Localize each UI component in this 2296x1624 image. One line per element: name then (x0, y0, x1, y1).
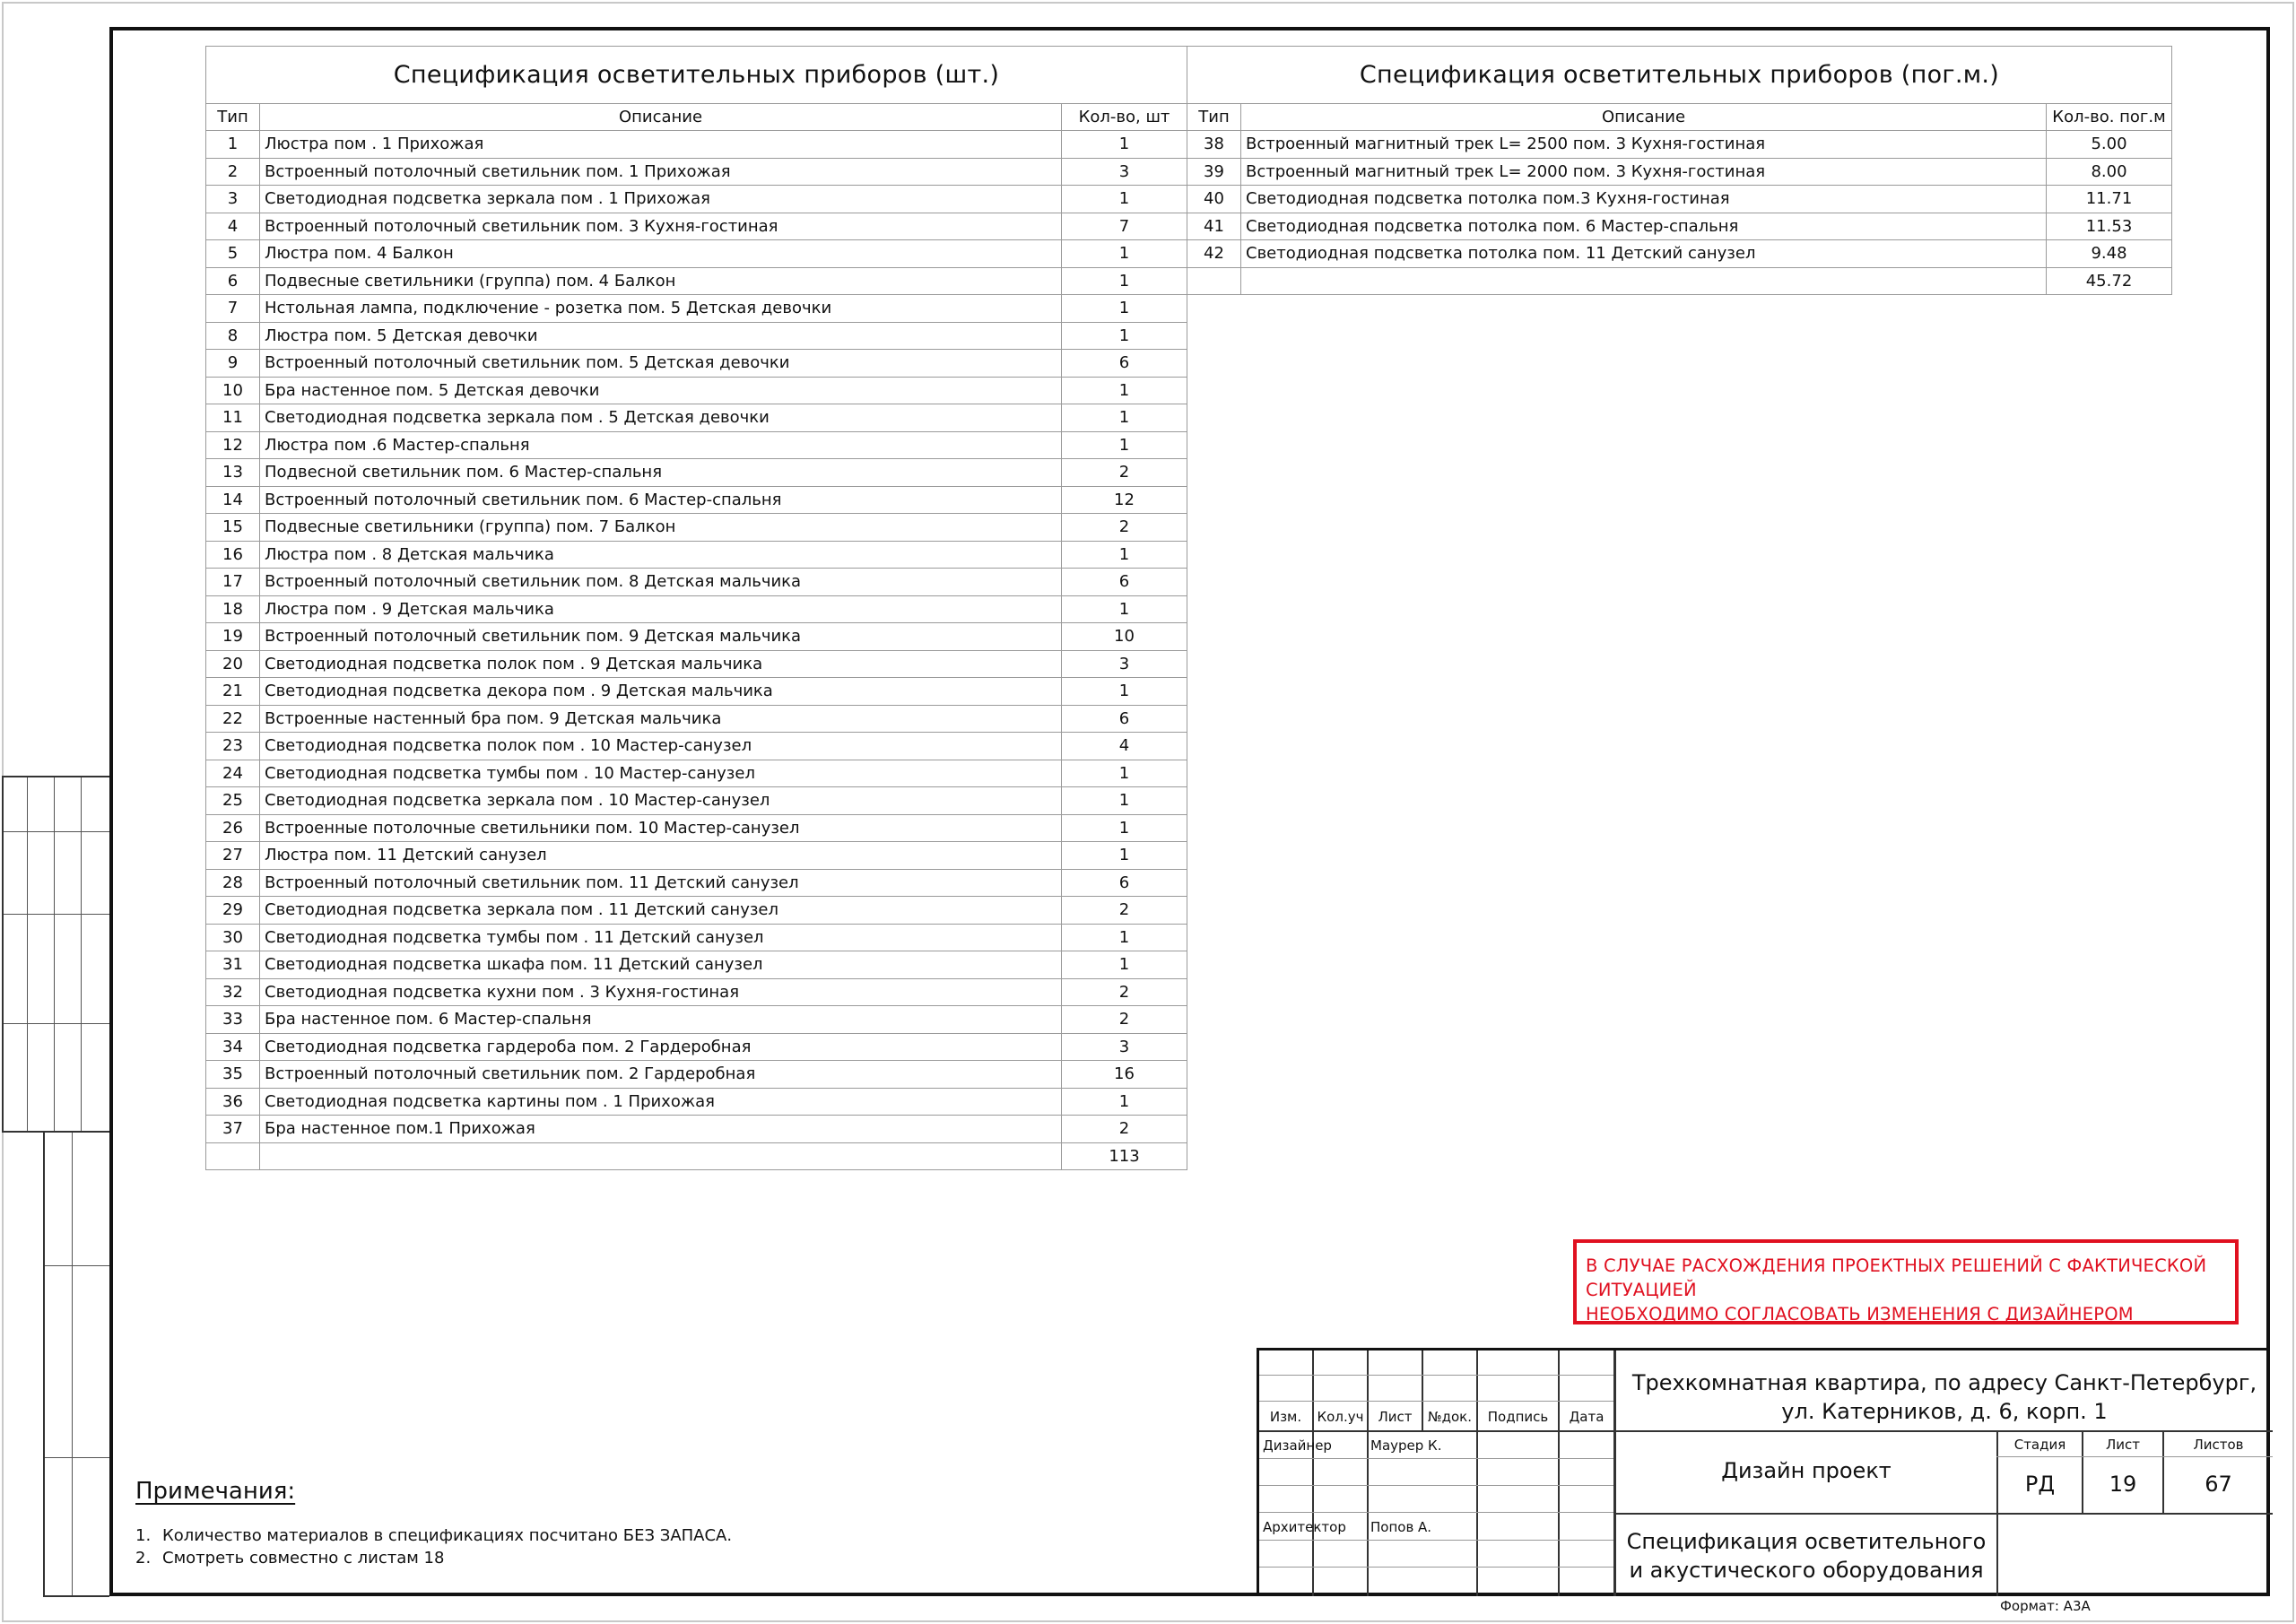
table-row (1187, 131, 2172, 159)
table-row (206, 1006, 1187, 1034)
row-qty: 11.71 (2047, 186, 2172, 213)
col-type-header: Тип (206, 104, 260, 131)
row-qty: 2 (1062, 459, 1187, 487)
row-description: Бра настенное пом.1 Прихожая (260, 1116, 1062, 1143)
format-label: Формат: А3А (2000, 1598, 2091, 1614)
row-type: 42 (1187, 240, 1241, 268)
table-row (206, 978, 1187, 1006)
row-qty: 1 (1062, 787, 1187, 815)
tb-name-designer: Маурер К. (1370, 1437, 1442, 1454)
table-row (206, 1061, 1187, 1089)
table-row (206, 486, 1187, 514)
row-qty: 1 (1062, 842, 1187, 870)
row-qty: 1 (1062, 240, 1187, 268)
row-type: 17 (206, 569, 260, 596)
tb-stage-label: Стадия (2013, 1437, 2066, 1453)
row-qty: 11.53 (2047, 213, 2172, 240)
notice-line-2: НЕОБХОДИМО СОГЛАСОВАТЬ ИЗМЕНЕНИЯ С ДИЗАЙНЕРОМ (1586, 1304, 2134, 1324)
table-row (206, 131, 1187, 159)
row-qty: 6 (1062, 569, 1187, 596)
row-description: Светодиодная подсветка полок пом . 9 Детская мальчика (260, 650, 1062, 678)
table-row (206, 842, 1187, 870)
row-description: Подвесные светильники (группа) пом. 7 Балкон (260, 514, 1062, 542)
row-type: 4 (206, 213, 260, 240)
table-row (206, 733, 1187, 760)
row-qty: 1 (1062, 678, 1187, 706)
row-qty: 1 (1062, 295, 1187, 323)
row-qty: 1 (1062, 267, 1187, 295)
table-row (206, 951, 1187, 979)
row-type: 25 (206, 787, 260, 815)
table-row (206, 377, 1187, 404)
row-type: 18 (206, 595, 260, 623)
row-type: 16 (206, 541, 260, 569)
row-qty: 1 (1062, 186, 1187, 213)
row-qty: 2 (1062, 1116, 1187, 1143)
total-empty (1187, 267, 1241, 295)
table-row (206, 1088, 1187, 1116)
row-type: 15 (206, 514, 260, 542)
row-type: 30 (206, 924, 260, 951)
table-row (206, 514, 1187, 542)
row-type: 8 (206, 322, 260, 350)
notes-title: Примечания: (135, 1478, 296, 1505)
row-qty: 6 (1062, 350, 1187, 378)
row-qty: 16 (1062, 1061, 1187, 1089)
row-description: Светодиодная подсветка тумбы пом . 10 Мастер-санузел (260, 760, 1062, 787)
col-description-header: Описание (260, 104, 1062, 131)
row-type: 26 (206, 814, 260, 842)
row-qty: 3 (1062, 650, 1187, 678)
margin-stamp-lower (43, 1133, 109, 1597)
table-row (206, 459, 1187, 487)
row-type: 14 (206, 486, 260, 514)
row-type: 33 (206, 1006, 260, 1034)
tb-header-kolvo: Кол.уч (1317, 1409, 1364, 1425)
row-qty: 3 (1062, 158, 1187, 186)
table-row (206, 760, 1187, 787)
total-empty (260, 1142, 1062, 1170)
total-row (206, 1142, 1187, 1170)
table-row (206, 322, 1187, 350)
table-row (1187, 158, 2172, 186)
row-type: 3 (206, 186, 260, 213)
row-qty: 1 (1062, 951, 1187, 979)
row-type: 34 (206, 1033, 260, 1061)
col-qty-header: Кол-во. пог.м (2047, 104, 2172, 131)
row-qty: 3 (1062, 1033, 1187, 1061)
row-type: 21 (206, 678, 260, 706)
table-row (1187, 213, 2172, 240)
row-type: 5 (206, 240, 260, 268)
row-description: Люстра пом. 5 Детская девочки (260, 322, 1062, 350)
tb-header-list: Лист (1378, 1409, 1413, 1425)
col-type-header: Тип (1187, 104, 1241, 131)
row-description: Встроенный потолочный светильник пом. 2 Гардеробная (260, 1061, 1062, 1089)
table-row (206, 213, 1187, 240)
table-row (206, 267, 1187, 295)
tb-header-docnum: №док. (1428, 1409, 1472, 1425)
row-qty: 1 (1062, 131, 1187, 159)
total-qty: 113 (1062, 1142, 1187, 1170)
row-description: Светодиодная подсветка полок пом . 10 Мастер-санузел (260, 733, 1062, 760)
row-qty: 10 (1062, 623, 1187, 651)
col-qty-header: Кол-во, шт (1062, 104, 1187, 131)
row-qty: 1 (1062, 322, 1187, 350)
note-item: 1. Количество материалов в спецификациях посчитано БЕЗ ЗАПАСА. (135, 1526, 733, 1545)
row-description: Люстра пом. 4 Балкон (260, 240, 1062, 268)
row-type: 9 (206, 350, 260, 378)
table-row (206, 595, 1187, 623)
total-empty (206, 1142, 260, 1170)
row-qty: 6 (1062, 705, 1187, 733)
row-qty: 4 (1062, 733, 1187, 760)
table-row (206, 869, 1187, 897)
tb-sheets-value: 67 (2205, 1472, 2232, 1497)
row-qty: 1 (1062, 814, 1187, 842)
row-type: 24 (206, 760, 260, 787)
tb-role-designer: Дизайнер (1263, 1437, 1332, 1454)
notice-line-1: В СЛУЧАЕ РАСХОЖДЕНИЯ ПРОЕКТНЫХ РЕШЕНИЙ С ФАКТИЧЕСКОЙ СИТУАЦИЕЙ (1586, 1255, 2207, 1300)
row-type: 23 (206, 733, 260, 760)
row-type: 13 (206, 459, 260, 487)
table-row (206, 240, 1187, 268)
row-description: Светодиодная подсветка декора пом . 9 Детская мальчика (260, 678, 1062, 706)
row-description: Подвесные светильники (группа) пом. 4 Балкон (260, 267, 1062, 295)
tb-document-title: Спецификация осветительного и акустического оборудования (1626, 1529, 1987, 1583)
spec-pcs-title: Спецификация осветительных приборов (шт.) (206, 47, 1187, 104)
row-description: Бра настенное пом. 5 Детская девочки (260, 377, 1062, 404)
row-description: Светодиодная подсветка зеркала пом . 10 Мастер-санузел (260, 787, 1062, 815)
row-description: Встроенный магнитный трек L= 2500 пом. 3 Кухня-гостиная (1241, 131, 2047, 159)
margin-stamp-upper (2, 776, 109, 1133)
row-description: Светодиодная подсветка тумбы пом . 11 Детский санузел (260, 924, 1062, 951)
tb-name-architect: Попов А. (1370, 1519, 1432, 1535)
row-qty: 1 (1062, 541, 1187, 569)
row-description: Встроенный потолочный светильник пом. 1 Прихожая (260, 158, 1062, 186)
total-row (1187, 267, 2172, 295)
tb-sheet-value: 19 (2109, 1472, 2137, 1497)
table-row (206, 295, 1187, 323)
note-item: 2. Смотреть совместно с листам 18 (135, 1549, 445, 1568)
row-type: 28 (206, 869, 260, 897)
tb-header-signature: Подпись (1487, 1409, 1549, 1425)
tb-header-date: Дата (1569, 1409, 1605, 1425)
row-type: 38 (1187, 131, 1241, 159)
row-description: Встроенные настенный бра пом. 9 Детская мальчика (260, 705, 1062, 733)
row-description: Светодиодная подсветка зеркала пом . 11 Детский санузел (260, 897, 1062, 925)
row-type: 29 (206, 897, 260, 925)
row-description: Люстра пом . 9 Детская мальчика (260, 595, 1062, 623)
row-description: Встроенный потолочный светильник пом. 9 Детская мальчика (260, 623, 1062, 651)
row-qty: 8.00 (2047, 158, 2172, 186)
spec-m-title: Спецификация осветительных приборов (пог.м.) (1187, 47, 2172, 104)
row-type: 1 (206, 131, 260, 159)
row-type: 12 (206, 431, 260, 459)
table-row (206, 1033, 1187, 1061)
row-qty: 2 (1062, 897, 1187, 925)
row-type: 20 (206, 650, 260, 678)
table-row (206, 623, 1187, 651)
table-row (206, 814, 1187, 842)
total-empty (1241, 267, 2047, 295)
row-description: Встроенные потолочные светильники пом. 10 Мастер-санузел (260, 814, 1062, 842)
tb-role-architect: Архитектор (1263, 1519, 1346, 1535)
row-description: Светодиодная подсветка картины пом . 1 Прихожая (260, 1088, 1062, 1116)
row-qty: 6 (1062, 869, 1187, 897)
row-qty: 5.00 (2047, 131, 2172, 159)
row-description: Нстольная лампа, подключение - розетка пом. 5 Детская девочки (260, 295, 1062, 323)
row-qty: 2 (1062, 978, 1187, 1006)
row-type: 2 (206, 158, 260, 186)
table-row (206, 186, 1187, 213)
row-description: Люстра пом .6 Мастер-спальня (260, 431, 1062, 459)
table-row (1187, 186, 2172, 213)
table-row (206, 787, 1187, 815)
tb-project-name: Трехкомнатная квартира, по адресу Санкт-Петербург, ул. Катерников, д. 6, корп. 1 (1631, 1370, 2257, 1424)
col-description-header: Описание (1241, 104, 2047, 131)
row-type: 19 (206, 623, 260, 651)
row-qty: 1 (1062, 760, 1187, 787)
row-type: 36 (206, 1088, 260, 1116)
row-description: Светодиодная подсветка гардероба пом. 2 Гардеробная (260, 1033, 1062, 1061)
table-row (206, 569, 1187, 596)
table-row (206, 924, 1187, 951)
row-qty: 1 (1062, 924, 1187, 951)
tb-project-type: Дизайн проект (1721, 1458, 1892, 1483)
table-row (206, 431, 1187, 459)
table-row (206, 705, 1187, 733)
row-qty: 1 (1062, 404, 1187, 432)
total-qty: 45.72 (2047, 267, 2172, 295)
row-description: Светодиодная подсветка потолка пом. 6 Мастер-спальня (1241, 213, 2047, 240)
row-type: 32 (206, 978, 260, 1006)
row-description: Светодиодная подсветка кухни пом . 3 Кухня-гостиная (260, 978, 1062, 1006)
row-description: Люстра пом . 1 Прихожая (260, 131, 1062, 159)
designer-notice (1573, 1239, 2239, 1324)
table-row (206, 678, 1187, 706)
row-description: Бра настенное пом. 6 Мастер-спальня (260, 1006, 1062, 1034)
row-description: Встроенный потолочный светильник пом. 5 Детская девочки (260, 350, 1062, 378)
row-qty: 2 (1062, 514, 1187, 542)
table-row (206, 541, 1187, 569)
row-qty: 12 (1062, 486, 1187, 514)
row-type: 6 (206, 267, 260, 295)
row-type: 39 (1187, 158, 1241, 186)
spec-table-pieces (205, 46, 1187, 1170)
row-type: 22 (206, 705, 260, 733)
row-description: Люстра пом . 8 Детская мальчика (260, 541, 1062, 569)
row-type: 7 (206, 295, 260, 323)
tb-stage-value: РД (2024, 1472, 2056, 1497)
notes-list (135, 1524, 732, 1569)
table-row (206, 1116, 1187, 1143)
row-qty: 1 (1062, 1088, 1187, 1116)
row-qty: 1 (1062, 431, 1187, 459)
row-description: Светодиодная подсветка шкафа пом. 11 Детский санузел (260, 951, 1062, 979)
row-type: 41 (1187, 213, 1241, 240)
row-qty: 2 (1062, 1006, 1187, 1034)
row-type: 35 (206, 1061, 260, 1089)
tb-sheet-label: Лист (2105, 1437, 2140, 1453)
row-type: 40 (1187, 186, 1241, 213)
row-type: 10 (206, 377, 260, 404)
row-qty: 9.48 (2047, 240, 2172, 268)
row-type: 31 (206, 951, 260, 979)
row-type: 27 (206, 842, 260, 870)
row-qty: 1 (1062, 377, 1187, 404)
table-row (206, 650, 1187, 678)
row-description: Встроенный магнитный трек L= 2000 пом. 3 Кухня-гостиная (1241, 158, 2047, 186)
row-description: Встроенный потолочный светильник пом. 3 Кухня-гостиная (260, 213, 1062, 240)
row-description: Встроенный потолочный светильник пом. 11 Детский санузел (260, 869, 1062, 897)
row-description: Светодиодная подсветка потолка пом. 11 Детский санузел (1241, 240, 2047, 268)
table-row (206, 404, 1187, 432)
title-block (1257, 1348, 2270, 1596)
row-description: Светодиодная подсветка потолка пом.3 Кухня-гостиная (1241, 186, 2047, 213)
row-qty: 1 (1062, 595, 1187, 623)
row-type: 11 (206, 404, 260, 432)
table-row (206, 350, 1187, 378)
row-type: 37 (206, 1116, 260, 1143)
tb-header-izm: Изм. (1269, 1409, 1302, 1425)
row-description: Встроенный потолочный светильник пом. 6 Мастер-спальня (260, 486, 1062, 514)
table-row (1187, 240, 2172, 268)
tb-sheets-label: Листов (2193, 1437, 2244, 1453)
row-description: Светодиодная подсветка зеркала пом . 5 Детская девочки (260, 404, 1062, 432)
table-row (206, 897, 1187, 925)
spec-table-meters (1187, 46, 2172, 295)
row-description: Подвесной светильник пом. 6 Мастер-спальня (260, 459, 1062, 487)
row-description: Светодиодная подсветка зеркала пом . 1 Прихожая (260, 186, 1062, 213)
row-description: Люстра пом. 11 Детский санузел (260, 842, 1062, 870)
table-row (206, 158, 1187, 186)
row-description: Встроенный потолочный светильник пом. 8 Детская мальчика (260, 569, 1062, 596)
row-qty: 7 (1062, 213, 1187, 240)
